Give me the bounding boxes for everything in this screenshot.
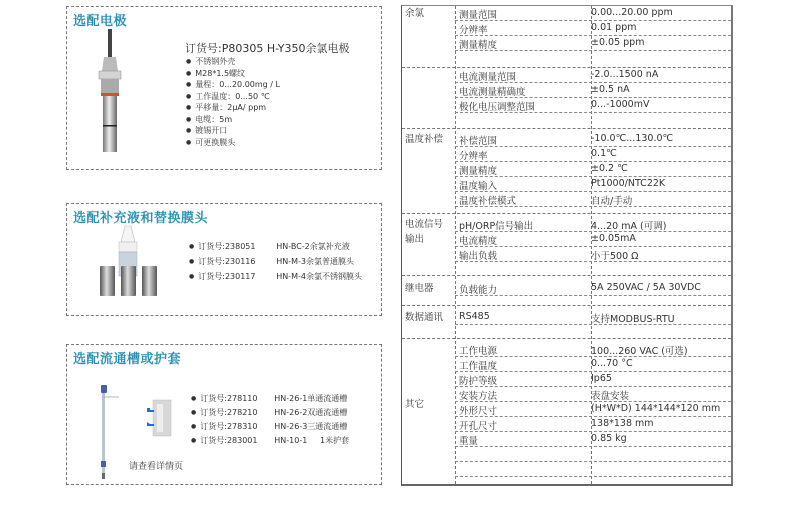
refill-card [66, 203, 382, 316]
flowcell-item: ● 订货号:278310 HN-26-3三通流通槽 [191, 420, 349, 434]
sleeve-image [91, 383, 121, 483]
group-category: 余氯 [405, 8, 425, 19]
spec-row: 安装方法 表盘安装 [455, 387, 731, 402]
spec-row: 分辨率 0.01 ppm [455, 21, 731, 36]
spec-group-temperature [402, 128, 731, 213]
spec-group-others [402, 338, 731, 485]
flowcell-item: ● 订货号:278110 HN-26-1单通流通槽 [191, 392, 349, 406]
spec-row: 测量范围 0.00...20.00 ppm [455, 6, 731, 21]
group-category: 继电器 [405, 283, 434, 294]
spec-row: 电流测量精确度 ±0.5 nA [455, 83, 731, 98]
electrode-card [66, 6, 382, 170]
electrode-title: 选配电极 [73, 14, 128, 29]
feature-item: ● 工作温度：0...50 ℃ [186, 92, 280, 104]
flowcell-list [191, 392, 349, 448]
spec-row: 测量精度 ±0.2 ℃ [455, 162, 731, 177]
feature-item: ● M28*1.5螺纹 [186, 69, 280, 81]
spec-group-chlorine [402, 6, 731, 67]
spec-row: 极化电压调整范围 0...-1000mV [455, 98, 731, 113]
feature-item: ● 镀锡开口 [186, 126, 280, 138]
refill-title: 选配补充液和替换膜头 [73, 211, 209, 226]
group-category: 电流信号输出 [405, 219, 444, 245]
spec-row: 测量精度 ±0.05 ppm [455, 36, 731, 51]
spec-row: 分辨率 0.1℃ [455, 147, 731, 162]
spec-group-current-output [402, 213, 731, 275]
spec-row: 补偿范围 -10.0℃...130.0℃ [455, 132, 731, 147]
spec-row: 负载能力 5A 250VAC / 5A 30VDC [455, 281, 731, 296]
spec-row: 温度补偿模式 自动/手动 [455, 192, 731, 207]
spec-group-data-comm [402, 305, 731, 338]
spec-row: 外形尺寸 (H*W*D) 144*144*120 mm [455, 402, 731, 417]
flowcell-image [145, 398, 175, 438]
spec-row: 电流测量范围 -2.0...1500 nA [455, 68, 731, 83]
spec-row: 电流精度 ±0.05mA [455, 232, 731, 247]
refill-list [189, 240, 362, 285]
feature-item: ● 平移量：2μA/ ppm [186, 103, 280, 115]
refill-item: ● 订货号:230117 HN-M-4余氯不锈钢膜头 [189, 270, 362, 285]
spec-row [455, 447, 731, 462]
feature-item: ● 不锈钢外壳 [186, 57, 280, 69]
group-category: 温度补偿 [405, 134, 444, 145]
group-category: 数据通讯 [405, 312, 444, 323]
spec-row: pH/ORP信号输出 4...20 mA (可调) [455, 217, 731, 232]
spec-row: 输出负载 小于500 Ω [455, 247, 731, 262]
electrode-features [186, 57, 280, 149]
flowcell-card [66, 344, 382, 485]
electrode-order: 订货号:P80305 H-Y350余氯电极 [185, 42, 350, 55]
flowcell-item: ● 订货号:283001 HN-10-1 1米护套 [191, 434, 349, 448]
refill-item: ● 订货号:238051 HN-BC-2余氯补充液 [189, 240, 362, 255]
spec-row [455, 462, 731, 477]
feature-item: ● 可更换膜头 [186, 138, 280, 150]
feature-item: ● 量程：0...20.00mg / L [186, 80, 280, 92]
spec-row: RS485 支持MODBUS-RTU [455, 310, 731, 325]
spec-row: 开孔尺寸 138*138 mm [455, 417, 731, 432]
flowcell-item: ● 订货号:278210 HN-26-2双通流通槽 [191, 406, 349, 420]
spec-group-current [402, 67, 731, 128]
refill-item: ● 订货号:230116 HN-M-3余氯普通膜头 [189, 255, 362, 270]
spec-row: 工作温度 0...70 °C [455, 357, 731, 372]
electrode-image [95, 29, 125, 154]
details-note: 请查看详情页 [129, 462, 184, 472]
spec-group-relay [402, 275, 731, 305]
spec-row: 工作电源 100...260 VAC (可选) [455, 342, 731, 357]
flowcell-title: 选配流通槽或护套 [73, 352, 182, 367]
spec-row: 防护等级 Ip65 [455, 372, 731, 387]
group-category: 其它 [405, 399, 425, 410]
spec-table [401, 5, 733, 486]
spec-row: 重量 0.85 kg [455, 432, 731, 447]
refill-image [97, 224, 162, 304]
feature-item: ● 电缆：5m [186, 115, 280, 127]
spec-row: 温度输入 Pt1000/NTC22K [455, 177, 731, 192]
